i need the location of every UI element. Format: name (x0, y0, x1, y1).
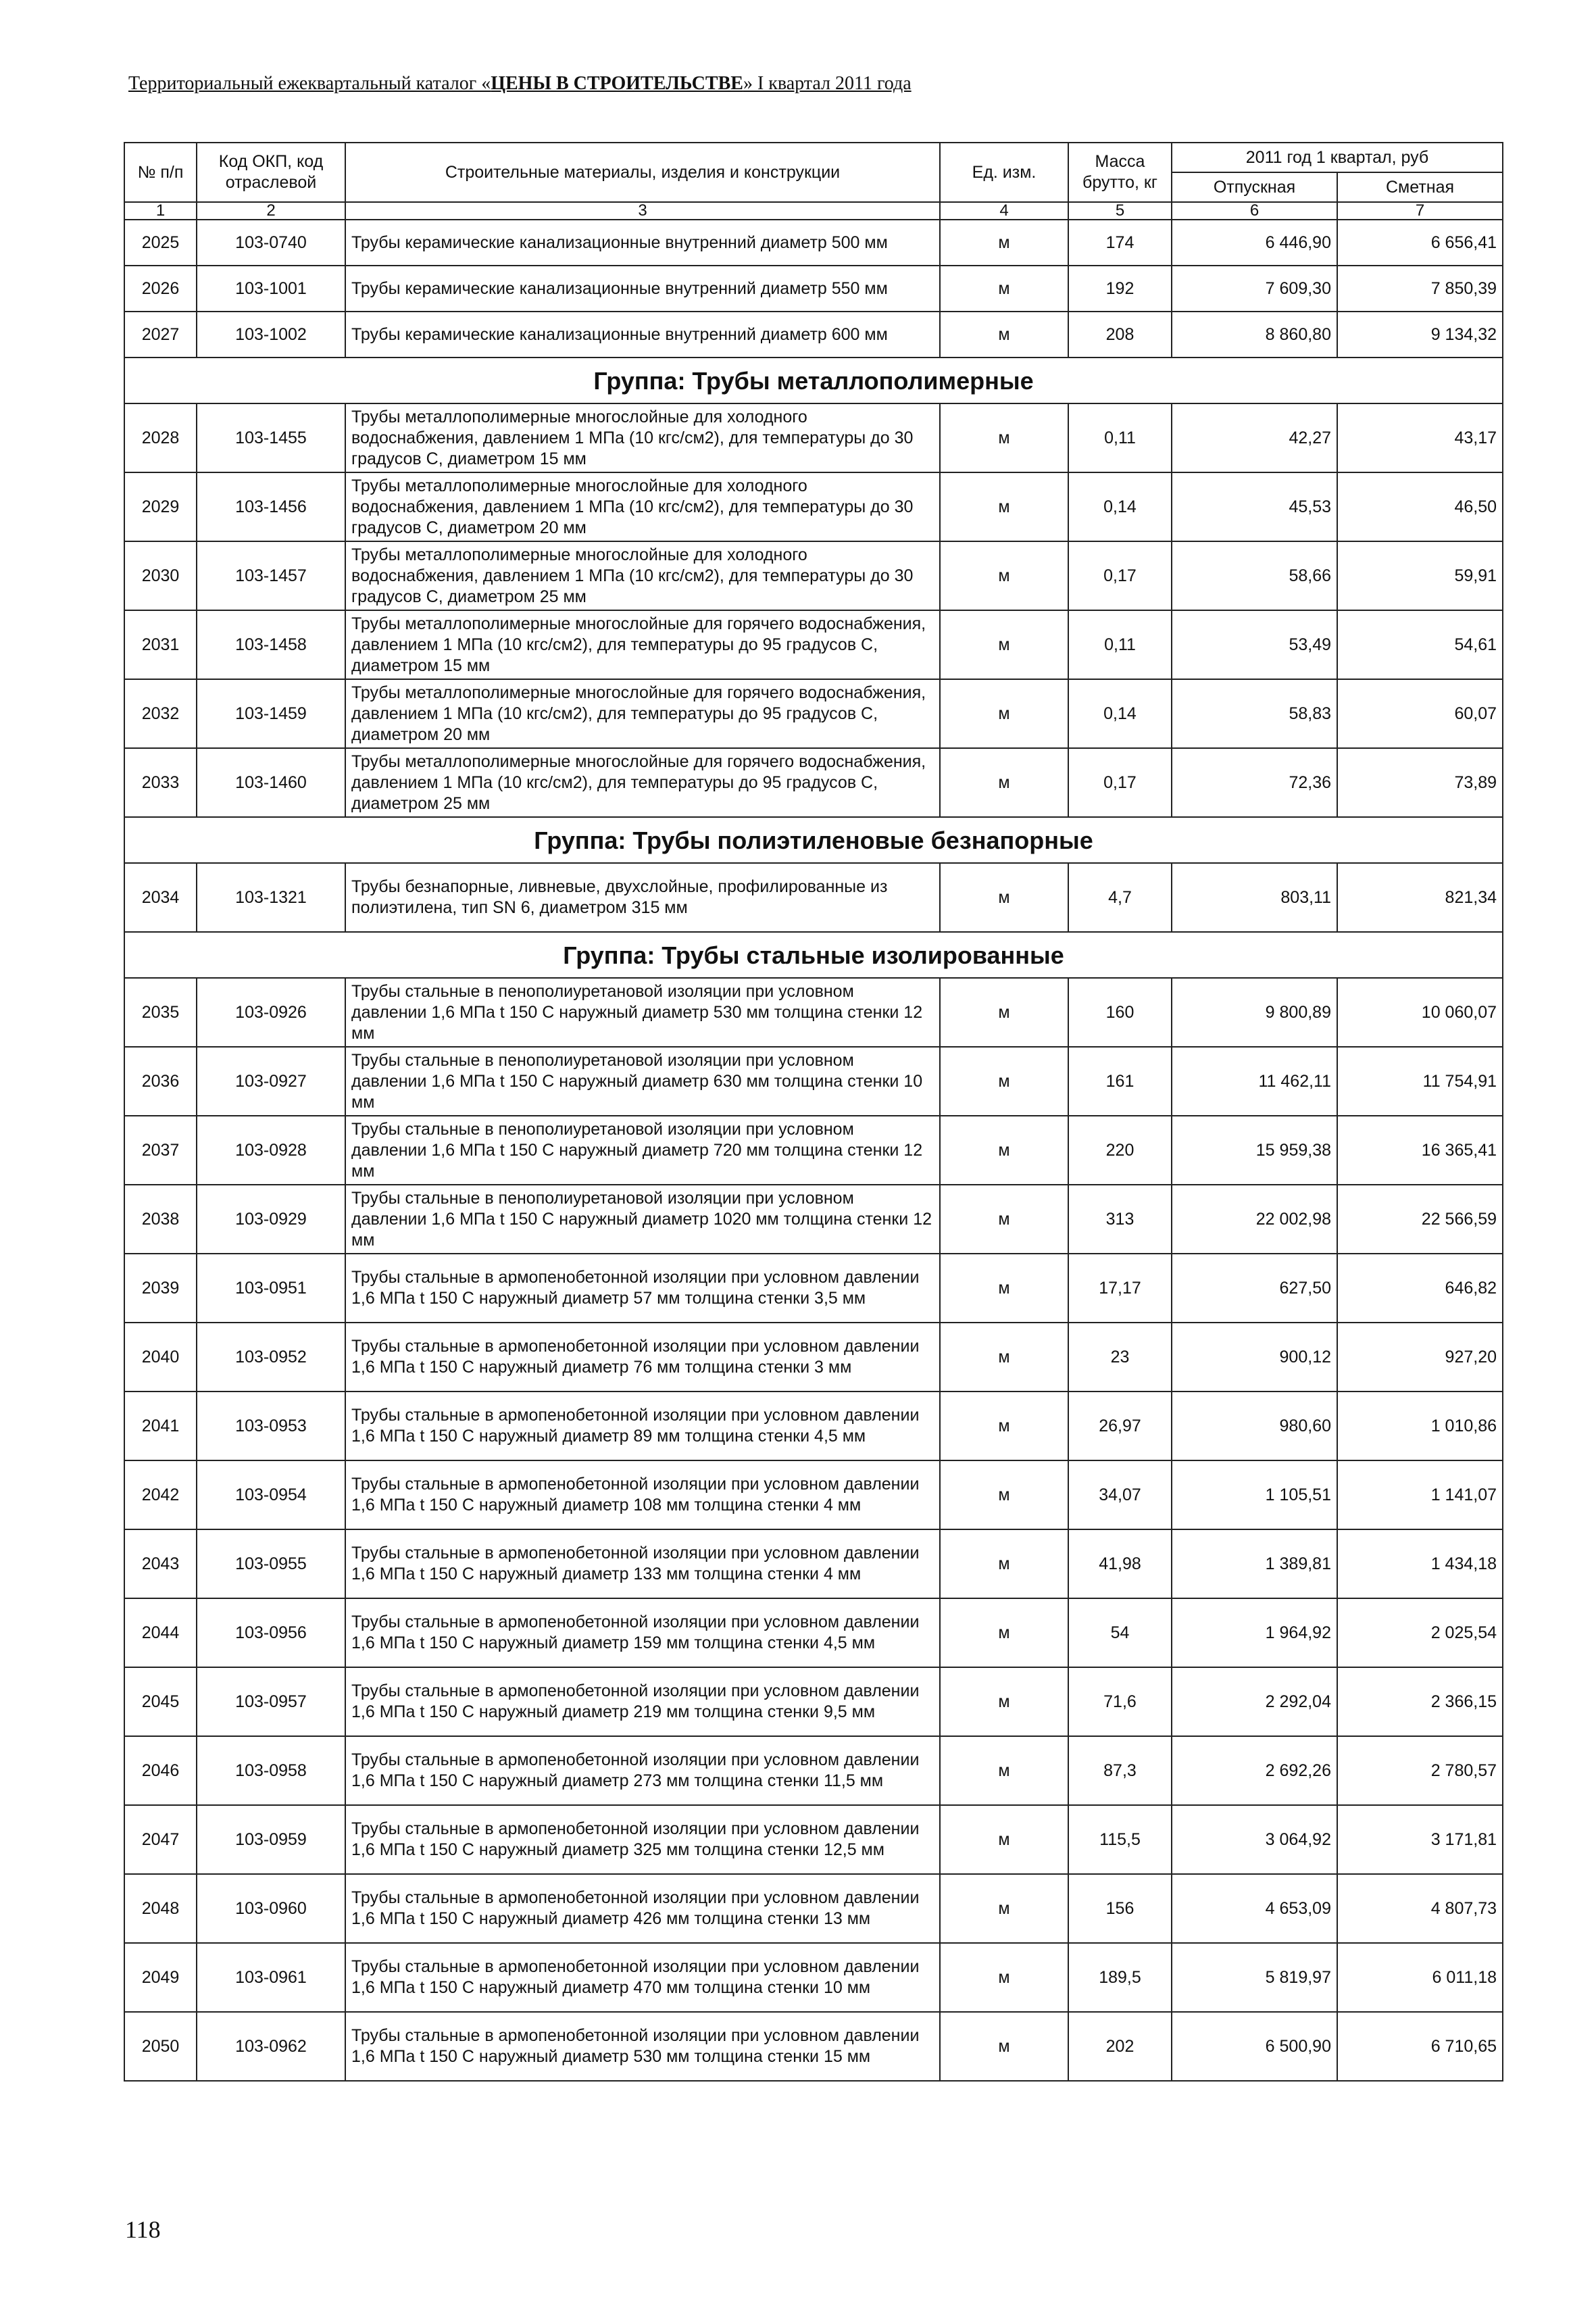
row-code: 103-0961 (197, 1943, 345, 2012)
group-row (124, 358, 1503, 403)
row-estimate-price: 54,61 (1337, 610, 1503, 679)
row-name: Трубы керамические канализационные внутренний диаметр 550 мм (345, 266, 940, 312)
group-title: Группа: Трубы стальные изолированные (124, 932, 1503, 978)
row-unit: м (940, 610, 1068, 679)
row-number: 2043 (124, 1529, 197, 1598)
col-header-mass: Масса брутто, кг (1068, 143, 1172, 202)
row-release-price: 803,11 (1172, 863, 1337, 932)
table-row (124, 610, 1503, 679)
row-number: 2029 (124, 472, 197, 541)
row-estimate-price: 1 010,86 (1337, 1392, 1503, 1460)
row-mass: 161 (1068, 1047, 1172, 1116)
row-code: 103-1001 (197, 266, 345, 312)
row-mass: 26,97 (1068, 1392, 1172, 1460)
row-unit: м (940, 1736, 1068, 1805)
row-estimate-price: 3 171,81 (1337, 1805, 1503, 1874)
row-unit: м (940, 1943, 1068, 2012)
row-estimate-price: 10 060,07 (1337, 978, 1503, 1047)
row-estimate-price: 9 134,32 (1337, 312, 1503, 358)
row-estimate-price: 73,89 (1337, 748, 1503, 817)
price-table (124, 142, 1503, 2082)
row-code: 103-0959 (197, 1805, 345, 1874)
row-number: 2025 (124, 220, 197, 266)
row-mass: 54 (1068, 1598, 1172, 1667)
row-release-price: 627,50 (1172, 1254, 1337, 1323)
row-number: 2028 (124, 403, 197, 472)
column-number: 2 (197, 202, 345, 220)
row-name: Трубы стальные в армопенобетонной изоляции при условном давлении 1,6 МПа t 150 С наружный диаметр 470 мм толщина стенки 10 мм (345, 1943, 940, 2012)
header-row (124, 143, 1503, 172)
row-mass: 0,17 (1068, 541, 1172, 610)
row-name: Трубы стальные в армопенобетонной изоляции при условном давлении 1,6 МПа t 150 С наружный диаметр 57 мм толщина стенки 3,5 мм (345, 1254, 940, 1323)
row-release-price: 2 292,04 (1172, 1667, 1337, 1736)
row-estimate-price: 821,34 (1337, 863, 1503, 932)
row-code: 103-0953 (197, 1392, 345, 1460)
row-code: 103-0956 (197, 1598, 345, 1667)
row-unit: м (940, 1392, 1068, 1460)
row-estimate-price: 927,20 (1337, 1323, 1503, 1392)
row-name: Трубы металлополимерные многослойные для горячего водоснабжения, давлением 1 МПа (10 кгс/см2), для температуры до 95 градусов С, диаметром 25 мм (345, 748, 940, 817)
row-unit: м (940, 1460, 1068, 1529)
row-estimate-price: 7 850,39 (1337, 266, 1503, 312)
row-estimate-price: 46,50 (1337, 472, 1503, 541)
row-number: 2044 (124, 1598, 197, 1667)
page-number: 118 (125, 2216, 161, 2243)
row-release-price: 58,83 (1172, 679, 1337, 748)
row-mass: 189,5 (1068, 1943, 1172, 2012)
row-release-price: 5 819,97 (1172, 1943, 1337, 2012)
table-row (124, 266, 1503, 312)
row-name: Трубы стальные в армопенобетонной изоляции при условном давлении 1,6 МПа t 150 С наружный диаметр 219 мм толщина стенки 9,5 мм (345, 1667, 940, 1736)
col-header-release: Отпускная (1172, 172, 1337, 202)
row-name: Трубы металлополимерные многослойные для холодного водоснабжения, давлением 1 МПа (10 кгс/см2), для температуры до 30 градусов С, диаметром 25 мм (345, 541, 940, 610)
row-estimate-price: 6 656,41 (1337, 220, 1503, 266)
row-code: 103-0955 (197, 1529, 345, 1598)
column-number: 7 (1337, 202, 1503, 220)
row-code: 103-0962 (197, 2012, 345, 2081)
table-row (124, 863, 1503, 932)
row-estimate-price: 4 807,73 (1337, 1874, 1503, 1943)
row-number: 2045 (124, 1667, 197, 1736)
table-row (124, 2012, 1503, 2081)
row-unit: м (940, 1805, 1068, 1874)
row-code: 103-0958 (197, 1736, 345, 1805)
table-row (124, 312, 1503, 358)
row-mass: 0,17 (1068, 748, 1172, 817)
row-estimate-price: 11 754,91 (1337, 1047, 1503, 1116)
page-header (128, 73, 1480, 95)
row-mass: 208 (1068, 312, 1172, 358)
row-code: 103-0957 (197, 1667, 345, 1736)
column-number: 3 (345, 202, 940, 220)
row-estimate-price: 2 780,57 (1337, 1736, 1503, 1805)
table-row (124, 1392, 1503, 1460)
row-number: 2048 (124, 1874, 197, 1943)
row-unit: м (940, 748, 1068, 817)
column-number: 1 (124, 202, 197, 220)
row-code: 103-1456 (197, 472, 345, 541)
row-name: Трубы стальные в пенополиуретановой изоляции при условном давлении 1,6 МПа t 150 С наружный диаметр 530 мм толщина стенки 12 мм (345, 978, 940, 1047)
row-unit: м (940, 1529, 1068, 1598)
row-code: 103-0952 (197, 1323, 345, 1392)
row-estimate-price: 16 365,41 (1337, 1116, 1503, 1185)
row-release-price: 72,36 (1172, 748, 1337, 817)
row-release-price: 2 692,26 (1172, 1736, 1337, 1805)
row-name: Трубы безнапорные, ливневые, двухслойные, профилированные из полиэтилена, тип SN 6, диаметром 315 мм (345, 863, 940, 932)
row-release-price: 7 609,30 (1172, 266, 1337, 312)
row-release-price: 980,60 (1172, 1392, 1337, 1460)
row-unit: м (940, 679, 1068, 748)
table-row (124, 978, 1503, 1047)
row-number: 2037 (124, 1116, 197, 1185)
row-number: 2032 (124, 679, 197, 748)
row-release-price: 58,66 (1172, 541, 1337, 610)
table-row (124, 1323, 1503, 1392)
row-mass: 4,7 (1068, 863, 1172, 932)
row-number: 2050 (124, 2012, 197, 2081)
row-number: 2027 (124, 312, 197, 358)
row-mass: 192 (1068, 266, 1172, 312)
col-header-estimate: Сметная (1337, 172, 1503, 202)
column-number: 6 (1172, 202, 1337, 220)
row-code: 103-0960 (197, 1874, 345, 1943)
header-bold-title: ЦЕНЫ В СТРОИТЕЛЬСТВЕ (491, 73, 743, 94)
row-name: Трубы металлополимерные многослойные для горячего водоснабжения, давлением 1 МПа (10 кгс/см2), для температуры до 95 градусов С, диаметром 15 мм (345, 610, 940, 679)
row-mass: 23 (1068, 1323, 1172, 1392)
row-name: Трубы стальные в армопенобетонной изоляции при условном давлении 1,6 МПа t 150 С наружный диаметр 530 мм толщина стенки 15 мм (345, 2012, 940, 2081)
table-row (124, 679, 1503, 748)
row-mass: 0,11 (1068, 403, 1172, 472)
row-estimate-price: 1 434,18 (1337, 1529, 1503, 1598)
row-number: 2046 (124, 1736, 197, 1805)
row-release-price: 900,12 (1172, 1323, 1337, 1392)
row-mass: 202 (1068, 2012, 1172, 2081)
col-header-period: 2011 год 1 квартал, руб (1172, 143, 1503, 172)
row-unit: м (940, 1323, 1068, 1392)
col-header-code: Код ОКП, код отраслевой (197, 143, 345, 202)
row-name: Трубы стальные в армопенобетонной изоляции при условном давлении 1,6 МПа t 150 С наружный диаметр 76 мм толщина стенки 3 мм (345, 1323, 940, 1392)
row-code: 103-1455 (197, 403, 345, 472)
table-row (124, 1185, 1503, 1254)
row-estimate-price: 2 366,15 (1337, 1667, 1503, 1736)
row-name: Трубы керамические канализационные внутренний диаметр 600 мм (345, 312, 940, 358)
header-suffix: » I квартал 2011 года (743, 73, 912, 94)
row-unit: м (940, 863, 1068, 932)
row-number: 2036 (124, 1047, 197, 1116)
table-row (124, 1598, 1503, 1667)
group-row (124, 932, 1503, 978)
row-unit: м (940, 978, 1068, 1047)
row-mass: 71,6 (1068, 1667, 1172, 1736)
row-name: Трубы стальные в армопенобетонной изоляции при условном давлении 1,6 МПа t 150 С наружный диаметр 273 мм толщина стенки 11,5 мм (345, 1736, 940, 1805)
table-row (124, 1736, 1503, 1805)
row-name: Трубы стальные в армопенобетонной изоляции при условном давлении 1,6 МПа t 150 С наружный диаметр 159 мм толщина стенки 4,5 мм (345, 1598, 940, 1667)
row-estimate-price: 6 011,18 (1337, 1943, 1503, 2012)
column-number: 5 (1068, 202, 1172, 220)
table-row (124, 748, 1503, 817)
row-unit: м (940, 541, 1068, 610)
row-code: 103-1002 (197, 312, 345, 358)
row-number: 2039 (124, 1254, 197, 1323)
row-name: Трубы стальные в армопенобетонной изоляции при условном давлении 1,6 МПа t 150 С наружный диаметр 325 мм толщина стенки 12,5 мм (345, 1805, 940, 1874)
group-title: Группа: Трубы металлополимерные (124, 358, 1503, 403)
row-name: Трубы стальные в пенополиуретановой изоляции при условном давлении 1,6 МПа t 150 С наружный диаметр 720 мм толщина стенки 12 мм (345, 1116, 940, 1185)
row-unit: м (940, 472, 1068, 541)
row-number: 2033 (124, 748, 197, 817)
table-row (124, 1874, 1503, 1943)
row-estimate-price: 60,07 (1337, 679, 1503, 748)
row-code: 103-0740 (197, 220, 345, 266)
row-unit: м (940, 1598, 1068, 1667)
col-header-num: № п/п (124, 143, 197, 202)
row-code: 103-1457 (197, 541, 345, 610)
row-mass: 220 (1068, 1116, 1172, 1185)
row-release-price: 15 959,38 (1172, 1116, 1337, 1185)
row-unit: м (940, 220, 1068, 266)
row-unit: м (940, 403, 1068, 472)
row-unit: м (940, 1116, 1068, 1185)
row-name: Трубы стальные в армопенобетонной изоляции при условном давлении 1,6 МПа t 150 С наружный диаметр 108 мм толщина стенки 4 мм (345, 1460, 940, 1529)
row-name: Трубы стальные в пенополиуретановой изоляции при условном давлении 1,6 МПа t 150 С наружный диаметр 630 мм толщина стенки 10 мм (345, 1047, 940, 1116)
row-number: 2041 (124, 1392, 197, 1460)
column-number: 4 (940, 202, 1068, 220)
row-mass: 0,11 (1068, 610, 1172, 679)
table-row (124, 1667, 1503, 1736)
row-release-price: 45,53 (1172, 472, 1337, 541)
row-name: Трубы керамические канализационные внутренний диаметр 500 мм (345, 220, 940, 266)
row-code: 103-0951 (197, 1254, 345, 1323)
row-mass: 160 (1068, 978, 1172, 1047)
row-number: 2026 (124, 266, 197, 312)
row-mass: 17,17 (1068, 1254, 1172, 1323)
row-name: Трубы стальные в армопенобетонной изоляции при условном давлении 1,6 МПа t 150 С наружный диаметр 426 мм толщина стенки 13 мм (345, 1874, 940, 1943)
table-row (124, 403, 1503, 472)
table-row (124, 1943, 1503, 2012)
row-release-price: 1 964,92 (1172, 1598, 1337, 1667)
row-code: 103-0929 (197, 1185, 345, 1254)
column-numbers-row (124, 202, 1503, 220)
group-title: Группа: Трубы полиэтиленовые безнапорные (124, 817, 1503, 863)
row-mass: 34,07 (1068, 1460, 1172, 1529)
row-code: 103-0927 (197, 1047, 345, 1116)
row-code: 103-1321 (197, 863, 345, 932)
table-row (124, 1254, 1503, 1323)
row-release-price: 1 105,51 (1172, 1460, 1337, 1529)
row-estimate-price: 59,91 (1337, 541, 1503, 610)
row-unit: м (940, 1667, 1068, 1736)
row-name: Трубы металлополимерные многослойные для холодного водоснабжения, давлением 1 МПа (10 кгс/см2), для температуры до 30 градусов С, диаметром 15 мм (345, 403, 940, 472)
table-row (124, 472, 1503, 541)
row-number: 2049 (124, 1943, 197, 2012)
row-unit: м (940, 312, 1068, 358)
row-code: 103-1460 (197, 748, 345, 817)
row-code: 103-0926 (197, 978, 345, 1047)
row-code: 103-0928 (197, 1116, 345, 1185)
row-code: 103-0954 (197, 1460, 345, 1529)
row-mass: 87,3 (1068, 1736, 1172, 1805)
row-name: Трубы стальные в пенополиуретановой изоляции при условном давлении 1,6 МПа t 150 С наружный диаметр 1020 мм толщина стенки 12 мм (345, 1185, 940, 1254)
table-row (124, 220, 1503, 266)
row-release-price: 53,49 (1172, 610, 1337, 679)
table-row (124, 1529, 1503, 1598)
row-number: 2035 (124, 978, 197, 1047)
row-estimate-price: 22 566,59 (1337, 1185, 1503, 1254)
row-name: Трубы стальные в армопенобетонной изоляции при условном давлении 1,6 МПа t 150 С наружный диаметр 133 мм толщина стенки 4 мм (345, 1529, 940, 1598)
row-release-price: 6 500,90 (1172, 2012, 1337, 2081)
row-number: 2034 (124, 863, 197, 932)
col-header-name: Строительные материалы, изделия и конструкции (345, 143, 940, 202)
row-mass: 174 (1068, 220, 1172, 266)
row-unit: м (940, 1254, 1068, 1323)
row-estimate-price: 6 710,65 (1337, 2012, 1503, 2081)
row-release-price: 11 462,11 (1172, 1047, 1337, 1116)
row-release-price: 4 653,09 (1172, 1874, 1337, 1943)
row-number: 2031 (124, 610, 197, 679)
row-name: Трубы стальные в армопенобетонной изоляции при условном давлении 1,6 МПа t 150 С наружный диаметр 89 мм толщина стенки 4,5 мм (345, 1392, 940, 1460)
row-mass: 41,98 (1068, 1529, 1172, 1598)
table-row (124, 1460, 1503, 1529)
row-release-price: 42,27 (1172, 403, 1337, 472)
table-row (124, 541, 1503, 610)
row-release-price: 9 800,89 (1172, 978, 1337, 1047)
row-mass: 313 (1068, 1185, 1172, 1254)
row-mass: 156 (1068, 1874, 1172, 1943)
row-unit: м (940, 1874, 1068, 1943)
row-mass: 115,5 (1068, 1805, 1172, 1874)
row-unit: м (940, 1047, 1068, 1116)
row-estimate-price: 43,17 (1337, 403, 1503, 472)
row-estimate-price: 646,82 (1337, 1254, 1503, 1323)
table-row (124, 1116, 1503, 1185)
row-unit: м (940, 266, 1068, 312)
row-number: 2047 (124, 1805, 197, 1874)
row-name: Трубы металлополимерные многослойные для холодного водоснабжения, давлением 1 МПа (10 кгс/см2), для температуры до 30 градусов С, диаметром 20 мм (345, 472, 940, 541)
row-estimate-price: 1 141,07 (1337, 1460, 1503, 1529)
row-release-price: 8 860,80 (1172, 312, 1337, 358)
row-name: Трубы металлополимерные многослойные для горячего водоснабжения, давлением 1 МПа (10 кгс/см2), для температуры до 95 градусов С, диаметром 20 мм (345, 679, 940, 748)
header-prefix: Территориальный ежеквартальный каталог « (128, 73, 491, 94)
row-number: 2030 (124, 541, 197, 610)
col-header-unit: Ед. изм. (940, 143, 1068, 202)
table-row (124, 1047, 1503, 1116)
row-number: 2038 (124, 1185, 197, 1254)
table-row (124, 1805, 1503, 1874)
row-number: 2040 (124, 1323, 197, 1392)
row-number: 2042 (124, 1460, 197, 1529)
row-mass: 0,14 (1068, 472, 1172, 541)
row-unit: м (940, 2012, 1068, 2081)
row-code: 103-1459 (197, 679, 345, 748)
row-code: 103-1458 (197, 610, 345, 679)
group-row (124, 817, 1503, 863)
row-release-price: 3 064,92 (1172, 1805, 1337, 1874)
row-mass: 0,14 (1068, 679, 1172, 748)
row-estimate-price: 2 025,54 (1337, 1598, 1503, 1667)
row-release-price: 6 446,90 (1172, 220, 1337, 266)
row-release-price: 1 389,81 (1172, 1529, 1337, 1598)
row-release-price: 22 002,98 (1172, 1185, 1337, 1254)
row-unit: м (940, 1185, 1068, 1254)
table-body (124, 220, 1503, 2081)
